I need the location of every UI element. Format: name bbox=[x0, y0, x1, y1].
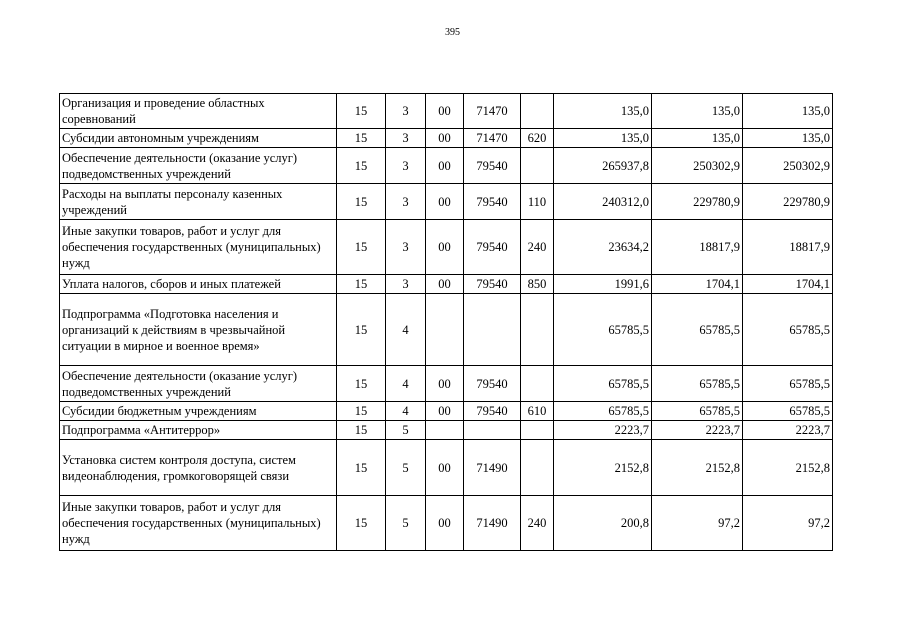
table-row bbox=[60, 496, 833, 551]
cell-col3: 00 bbox=[426, 184, 464, 220]
cell-value-1: 2223,7 bbox=[554, 421, 652, 440]
row-name: Организация и проведение областных соревнований bbox=[60, 94, 337, 129]
cell-value-3: 135,0 bbox=[743, 94, 833, 129]
cell-value-3: 2152,8 bbox=[743, 440, 833, 496]
cell-value-2: 135,0 bbox=[652, 129, 743, 148]
page-number: 395 bbox=[445, 27, 460, 38]
row-name: Уплата налогов, сборов и иных платежей bbox=[60, 275, 337, 294]
table-row bbox=[60, 275, 833, 294]
cell-col4: 71490 bbox=[464, 496, 521, 551]
cell-value-1: 200,8 bbox=[554, 496, 652, 551]
cell-col5: 110 bbox=[521, 184, 554, 220]
cell-col5 bbox=[521, 148, 554, 184]
cell-col1: 15 bbox=[337, 148, 386, 184]
row-name: Подпрограмма «Антитеррор» bbox=[60, 421, 337, 440]
table-row bbox=[60, 294, 833, 366]
cell-col5 bbox=[521, 294, 554, 366]
cell-value-1: 1991,6 bbox=[554, 275, 652, 294]
cell-col5: 620 bbox=[521, 129, 554, 148]
cell-col4: 79540 bbox=[464, 220, 521, 275]
cell-value-2: 65785,5 bbox=[652, 366, 743, 402]
cell-col4 bbox=[464, 294, 521, 366]
cell-col2: 5 bbox=[386, 496, 426, 551]
cell-value-1: 2152,8 bbox=[554, 440, 652, 496]
row-name: Обеспечение деятельности (оказание услуг) подведомственных учреждений bbox=[60, 148, 337, 184]
cell-col1: 15 bbox=[337, 366, 386, 402]
row-name: Подпрограмма «Подготовка населения и организаций к действиям в чрезвычайной ситуации в мирное и военное время» bbox=[60, 294, 337, 366]
cell-value-2: 2223,7 bbox=[652, 421, 743, 440]
table-row bbox=[60, 402, 833, 421]
row-name: Субсидии автономным учреждениям bbox=[60, 129, 337, 148]
cell-col1: 15 bbox=[337, 94, 386, 129]
cell-col5: 240 bbox=[521, 496, 554, 551]
cell-value-1: 65785,5 bbox=[554, 294, 652, 366]
table-row bbox=[60, 220, 833, 275]
cell-value-1: 23634,2 bbox=[554, 220, 652, 275]
cell-value-3: 97,2 bbox=[743, 496, 833, 551]
row-name: Установка систем контроля доступа, систем видеонаблюдения, громкоговорящей связи bbox=[60, 440, 337, 496]
cell-value-2: 2152,8 bbox=[652, 440, 743, 496]
cell-value-3: 65785,5 bbox=[743, 294, 833, 366]
cell-col5 bbox=[521, 440, 554, 496]
cell-col2: 3 bbox=[386, 129, 426, 148]
cell-col2: 3 bbox=[386, 275, 426, 294]
table-row bbox=[60, 366, 833, 402]
cell-col2: 3 bbox=[386, 94, 426, 129]
row-name: Субсидии бюджетным учреждениям bbox=[60, 402, 337, 421]
budget-table-body bbox=[60, 94, 833, 551]
cell-value-3: 65785,5 bbox=[743, 366, 833, 402]
cell-value-3: 135,0 bbox=[743, 129, 833, 148]
cell-col4: 79540 bbox=[464, 184, 521, 220]
cell-col1: 15 bbox=[337, 294, 386, 366]
cell-col3: 00 bbox=[426, 366, 464, 402]
cell-col1: 15 bbox=[337, 421, 386, 440]
table-row bbox=[60, 94, 833, 129]
cell-value-2: 65785,5 bbox=[652, 294, 743, 366]
row-name: Расходы на выплаты персоналу казенных учреждений bbox=[60, 184, 337, 220]
cell-col2: 3 bbox=[386, 184, 426, 220]
cell-value-3: 65785,5 bbox=[743, 402, 833, 421]
cell-value-1: 65785,5 bbox=[554, 366, 652, 402]
cell-col1: 15 bbox=[337, 275, 386, 294]
cell-col4: 79540 bbox=[464, 366, 521, 402]
cell-col4: 79540 bbox=[464, 402, 521, 421]
cell-col2: 4 bbox=[386, 366, 426, 402]
cell-col5 bbox=[521, 94, 554, 129]
cell-col1: 15 bbox=[337, 440, 386, 496]
cell-col3: 00 bbox=[426, 220, 464, 275]
cell-value-3: 18817,9 bbox=[743, 220, 833, 275]
cell-col5: 240 bbox=[521, 220, 554, 275]
cell-value-3: 2223,7 bbox=[743, 421, 833, 440]
cell-value-1: 135,0 bbox=[554, 129, 652, 148]
cell-col4: 79540 bbox=[464, 275, 521, 294]
cell-col1: 15 bbox=[337, 496, 386, 551]
cell-col3: 00 bbox=[426, 402, 464, 421]
cell-col2: 5 bbox=[386, 421, 426, 440]
cell-col3: 00 bbox=[426, 148, 464, 184]
cell-value-2: 97,2 bbox=[652, 496, 743, 551]
cell-col1: 15 bbox=[337, 402, 386, 421]
cell-col5 bbox=[521, 421, 554, 440]
cell-col3: 00 bbox=[426, 440, 464, 496]
cell-value-1: 135,0 bbox=[554, 94, 652, 129]
cell-col5 bbox=[521, 366, 554, 402]
cell-col4: 71470 bbox=[464, 129, 521, 148]
cell-value-2: 135,0 bbox=[652, 94, 743, 129]
budget-table bbox=[59, 93, 833, 551]
table-row bbox=[60, 129, 833, 148]
cell-col2: 3 bbox=[386, 148, 426, 184]
row-name: Обеспечение деятельности (оказание услуг) подведомственных учреждений bbox=[60, 366, 337, 402]
cell-col4: 79540 bbox=[464, 148, 521, 184]
cell-col2: 3 bbox=[386, 220, 426, 275]
cell-col3 bbox=[426, 421, 464, 440]
cell-col1: 15 bbox=[337, 184, 386, 220]
cell-col5: 850 bbox=[521, 275, 554, 294]
cell-col2: 4 bbox=[386, 402, 426, 421]
cell-value-1: 265937,8 bbox=[554, 148, 652, 184]
cell-col3: 00 bbox=[426, 275, 464, 294]
cell-col2: 4 bbox=[386, 294, 426, 366]
cell-col1: 15 bbox=[337, 220, 386, 275]
row-name: Иные закупки товаров, работ и услуг для обеспечения государственных (муниципальных) нужд bbox=[60, 220, 337, 275]
cell-col1: 15 bbox=[337, 129, 386, 148]
table-row bbox=[60, 440, 833, 496]
cell-value-2: 229780,9 bbox=[652, 184, 743, 220]
cell-value-2: 18817,9 bbox=[652, 220, 743, 275]
cell-col4: 71470 bbox=[464, 94, 521, 129]
cell-value-3: 250302,9 bbox=[743, 148, 833, 184]
cell-col3: 00 bbox=[426, 496, 464, 551]
cell-col3 bbox=[426, 294, 464, 366]
cell-col5: 610 bbox=[521, 402, 554, 421]
cell-value-3: 1704,1 bbox=[743, 275, 833, 294]
cell-col4 bbox=[464, 421, 521, 440]
cell-value-1: 65785,5 bbox=[554, 402, 652, 421]
cell-col3: 00 bbox=[426, 129, 464, 148]
cell-value-2: 1704,1 bbox=[652, 275, 743, 294]
cell-value-3: 229780,9 bbox=[743, 184, 833, 220]
row-name: Иные закупки товаров, работ и услуг для обеспечения государственных (муниципальных) нужд bbox=[60, 496, 337, 551]
cell-value-2: 65785,5 bbox=[652, 402, 743, 421]
cell-col3: 00 bbox=[426, 94, 464, 129]
table-row bbox=[60, 148, 833, 184]
cell-col2: 5 bbox=[386, 440, 426, 496]
cell-col4: 71490 bbox=[464, 440, 521, 496]
table-row bbox=[60, 184, 833, 220]
cell-value-1: 240312,0 bbox=[554, 184, 652, 220]
table-row bbox=[60, 421, 833, 440]
cell-value-2: 250302,9 bbox=[652, 148, 743, 184]
